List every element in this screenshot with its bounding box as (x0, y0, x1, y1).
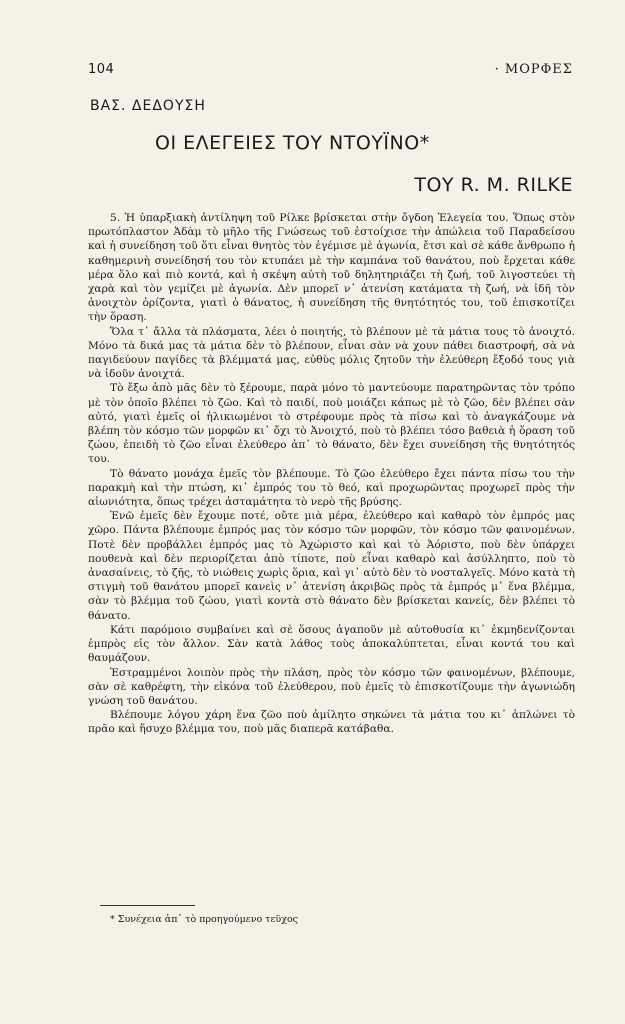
paragraph: Τὸ ἔξω ἀπὸ μᾶς δὲν τὸ ξέρουμε, παρὰ μόνο τὸ μαντεύουμε παρατηρῶντας τὸν τρόπο μὲ τὸν ὁποῖο βλέπει τὸ ζῶο. Καὶ τὸ παιδί, ποὺ μοιάζει κάπως μὲ τὸ ζῶο, δὲν βλέπει σὰν αὐτό, γιατὶ ἐμεῖς οἱ ἡλικιωμένοι τὸ στρέφουμε πρὸς τὰ πίσω καὶ τὸ ἀναγκάζουμε νὰ βλέπη τὸν κόσμο τῶν μορφῶν κι᾿ ὄχι τὸ Ἀνοιχτό, ποὺ τὸ βλέπει τόσο βαθειὰ ἡ ὅραση τοῦ ζώου, ἐπειδὴ τὸ ζῶο εἶναι ἐλεύθερο ἀπ᾿ τὸ θάνατο, δὲν ἔχει συνείδηση τῆς θνητότητός του. (88, 382, 575, 466)
article-title: ΟΙ ΕΛΕΓΕΙΕΣ ΤΟΥ ΝΤΟΥΪΝΟ* (155, 132, 430, 154)
author-name: ΒΑΣ. ΔΕΔΟΥΣΗ (90, 98, 206, 114)
footnote: * Συνέχεια ἀπ᾿ τὸ προηγούμενο τεῦχος (110, 914, 298, 925)
paragraph: Τὸ θάνατο μονάχα ἐμεῖς τὸν βλέπουμε. Τὸ ζῶο ἐλεύθερο ἔχει πάντα πίσω του τὴν παρακμὴ καὶ τὴν πτώση, κι᾿ ἐμπρός του τὸ θεό, καὶ προχωρῶντας προχωρεῖ πρὸς τὴν αἰωνιότητα, ὅπως τρέχει ἀσταμάτητα τὸ νερὸ τῆς βρύσης. (88, 467, 575, 509)
journal-name: · ΜΟΡΦΕΣ (494, 62, 573, 77)
paragraph: Κάτι παρόμοιο συμβαίνει καὶ σὲ ὅσους ἀγαποῦν μὲ αὐτοθυσία κι᾿ ἐκμηδενίζονται ἐμπρὸς εἰς τὸν ἄλλον. Σὰν κατὰ λάθος τοὺς ἀποκαλύπτεται, εἶναι κοντά του καὶ θαυμάζουν. (88, 623, 575, 665)
paragraph: Ὅλα τ᾿ ἄλλα τὰ πλάσματα, λέει ὁ ποιητής, τὸ βλέπουν μὲ τὰ μάτια τους τὸ ἀνοιχτό. Μόνο τὰ δικά μας τὰ μάτια δὲν τὸ βλέπουν, εἶναι σὰν νὰ χουν πάθει διαστροφή, σὰ νὰ παγιδεύουν παγίδες τὰ βλέμματά μας, εὐθὺς μόλις ζητοῦν τὴν ἐλεύθερη ἔξοδό τους γιὰ νὰ ἰδοῦν ἀνοιχτά. (88, 325, 575, 381)
paragraph: 5. Ἡ ὑπαρξιακὴ ἀντίληψη τοῦ Ρίλκε βρίσκεται στὴν ὄγδοη Ἐλεγεία του. Ὅπως στὸν πρωτόπλαστον Ἀδὰμ τὸ μῆλο τῆς Γνώσεως τοῦ ἐστοίχισε τὴν ἀπώλεια τοῦ Παραδείσου καὶ ἡ συνείδηση τοῦ ὅτι εἶναι θνητὸς τὸν ἐγέμισε μὲ ἀγωνία, ἔτσι καὶ σὲ κάθε ἄνθρωπο ἡ καθημερινὴ συνείδησή του τὸν κτυπάει μὲ τὴν καμπάνα τοῦ θανάτου, ποὺ ἔρχεται κάθε μέρα ὅλο καὶ πιὸ κοντά, καὶ ἡ σκέψη αὐτὴ τοῦ δηλητηριάζει τὴ ζωή, τοῦ λιγοστεύει τὴ χαρὰ καὶ τὸν γεμίζει μὲ ἀγωνία. Δὲν μπορεῖ ν᾿ ἀτενίση κατάματα τὴ ζωή, νὰ ἰδῆ τὸν ἀνοιχτὸν ὁρίζοντα, γιατὶ ὁ θάνατος, ἡ συνείδηση τῆς θνητότητός του, τοῦ ἐπισκοτίζει τὴν ὅραση. (88, 212, 575, 324)
article-subtitle: ΤΟΥ R. M. RILKE (414, 174, 573, 196)
paragraph: Βλέπουμε λόγου χάρη ἕνα ζῶο ποὺ ἀμίλητο σηκώνει τὰ μάτια του κι᾿ ἀπλώνει τὸ πρᾶο καὶ ἥσυχο βλέμμα του, ποὺ μᾶς διαπερᾶ κατάβαθα. (88, 709, 575, 736)
paragraph: Ἐστραμμένοι λοιπὸν πρὸς τὴν πλάση, πρὸς τὸν κόσμο τῶν φαινομένων, βλέπουμε, σὰν σὲ καθρέφτη, τὴν εἰκόνα τοῦ ἐλεύθερου, ποὺ ἐμεῖς τὸ ἐπισκοτίζουμε τὴν ἀγωνιώδη γνώση τοῦ θανάτου. (88, 666, 575, 707)
running-head (88, 62, 573, 77)
page-number: 104 (88, 62, 115, 77)
paragraph: Ἐνῶ ἐμεῖς δὲν ἔχουμε ποτέ, οὔτε μιὰ μέρα, ἐλεύθερο καὶ καθαρὸ τὸν ἐμπρός μας χῶρο. Πάντα βλέπουμε ἐμπρός μας τὸν κόσμο τῶν μορφῶν, τὸν κόσμο τῶν φαινομένων. Ποτὲ δὲν προβάλλει ἐμπρός μας τὸ Ἀχώριστο καὶ καὶ τὸ Ἀόριστο, ποὺ δὲν ὑπάρχει πουθενὰ καὶ δὲν περιορίζεται ἀπὸ τίποτε, ποὺ εἶναι καθαρὸ καὶ ἀσύλληπτο, ποὺ τὸ ἀνασαίνεις, τὸ ζῆς, τὸ νιώθεις χωρὶς ὅρια, καὶ γι᾿ αὐτὸ δὲν τὸ νοσταλγεῖς. Μόνο κατὰ τὴ στιγμὴ τοῦ θανάτου μπορεῖ κανεὶς ν᾿ ἀτενίση ἀκριβῶς πρὸς τὰ ἐμπρός μ᾿ ἕνα βλέμμα, σὰν τὸ βλέμμα τοῦ ζώου, γιατὶ κοντὰ στὸ θάνατο δὲν βρίσκεται κανείς, δὲν βλέπει τὸ θάνατο. (88, 510, 575, 622)
footnote-divider (100, 905, 195, 906)
article-body (88, 211, 575, 737)
